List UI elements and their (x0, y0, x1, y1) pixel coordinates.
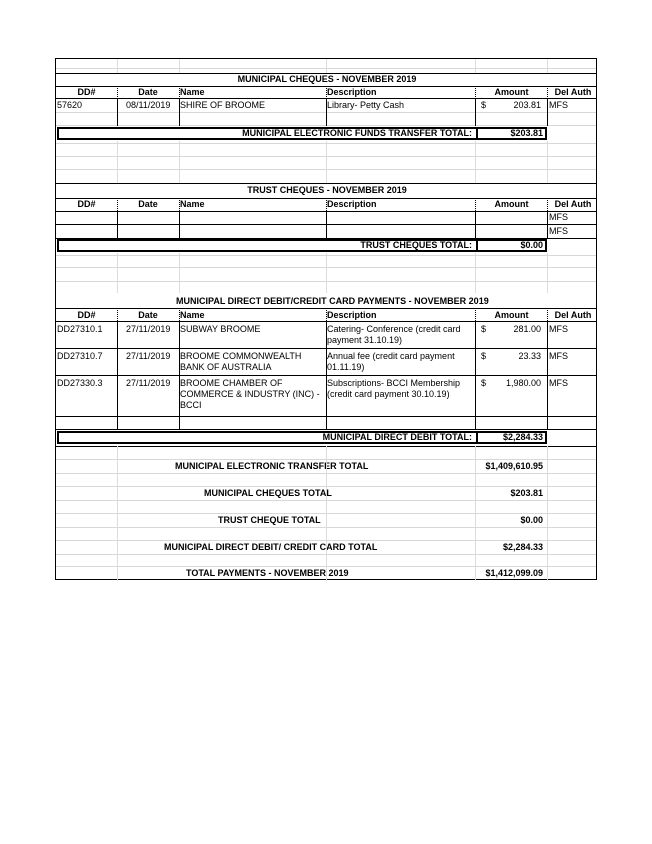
col-header-amount: Amount (494, 199, 529, 209)
col-header-name: Name (180, 87, 205, 97)
column-divider (326, 198, 327, 211)
grid-line (117, 446, 118, 581)
row-del-auth: MFS (549, 378, 568, 388)
row-currency: $ (481, 378, 487, 388)
column-divider (547, 321, 548, 429)
column-divider (117, 308, 118, 321)
grand-total-label: TOTAL PAYMENTS - NOVEMBER 2019 (186, 568, 349, 578)
row-rule (56, 429, 596, 430)
row-date: 27/11/2019 (126, 324, 171, 334)
municipal-eft-total-value: $203.81 (510, 128, 543, 138)
row-del-auth: MFS (549, 351, 568, 361)
column-divider (475, 308, 476, 321)
payments-sheet (55, 58, 597, 580)
row-currency: $ (481, 324, 487, 334)
row-del-auth: MFS (549, 324, 568, 334)
summary-value: $1,409,610.95 (485, 461, 543, 471)
column-divider (475, 321, 476, 429)
column-divider (326, 211, 327, 239)
grid-line (179, 59, 180, 73)
municipal-eft-total-label: MUNICIPAL ELECTRONIC FUNDS TRANSFER TOTAL: (242, 128, 472, 138)
row-dd: 57620 (57, 100, 83, 110)
summary-label: MUNICIPAL DIRECT DEBIT/ CREDIT CARD TOTAL (164, 542, 378, 552)
grid-line (547, 59, 548, 73)
col-header-amount: Amount (494, 87, 529, 97)
row-description: Annual fee (credit card payment 01.11.19) (327, 351, 455, 372)
col-header-date: Date (138, 87, 158, 97)
column-divider (117, 198, 118, 211)
column-divider (179, 211, 180, 239)
municipal-cheques-title: MUNICIPAL CHEQUES - NOVEMBER 2019 (237, 74, 417, 84)
row-name: BROOME CHAMBER OF COMMERCE & INDUSTRY (INC) - BCCI (180, 378, 320, 410)
col-header-dd: DD# (77, 199, 96, 209)
grid-line (475, 446, 476, 581)
grid-line (475, 141, 476, 183)
row-dd: DD27310.7 (57, 351, 103, 361)
grid-line (117, 141, 118, 183)
trust-cheques-total-value: $0.00 (520, 240, 543, 250)
direct-debit-total-label: MUNICIPAL DIRECT DEBIT TOTAL: (322, 432, 472, 442)
row-date: 08/11/2019 (126, 100, 171, 110)
section-rule (56, 183, 596, 184)
row-amount: 281.00 (513, 324, 541, 334)
direct-debit-total-value: $2,284.33 (502, 432, 543, 442)
row-currency: $ (481, 351, 487, 361)
column-divider (547, 308, 548, 321)
column-divider (117, 211, 118, 239)
summary-label: TRUST CHEQUE TOTAL (218, 515, 321, 525)
summary-value: $0.00 (520, 515, 543, 525)
row-del-auth: MFS (549, 100, 568, 110)
grid-line (326, 141, 327, 183)
grid-line (475, 59, 476, 73)
summary-label: MUNICIPAL ELECTRONIC TRANSFER TOTAL (175, 461, 369, 471)
grid-line (547, 446, 548, 581)
column-divider (475, 98, 476, 126)
row-name: SHIRE OF BROOME (180, 100, 266, 110)
summary-value: $203.81 (510, 488, 543, 498)
row-date: 27/11/2019 (126, 351, 171, 361)
summary-label: MUNICIPAL CHEQUES TOTAL (204, 488, 332, 498)
grid-line (326, 253, 327, 293)
col-header-name: Name (180, 310, 205, 320)
column-divider (475, 198, 476, 211)
column-divider (117, 98, 118, 126)
col-header-description: Description (327, 310, 377, 320)
col-header-name: Name (180, 199, 205, 209)
col-header-del-auth: Del Auth (554, 87, 592, 97)
grid-line (326, 59, 327, 73)
col-header-description: Description (327, 87, 377, 97)
trust-cheques-total-label: TRUST CHEQUES TOTAL: (360, 240, 472, 250)
row-description: Subscriptions- BCCI Membership (credit card payment 30.10.19) (327, 378, 461, 399)
col-header-date: Date (138, 310, 158, 320)
col-header-del-auth: Del Auth (554, 199, 592, 209)
column-divider (179, 308, 180, 321)
row-description: Catering- Conference (credit card payment 31.10.19) (327, 324, 461, 345)
column-divider (326, 308, 327, 321)
grid-line (117, 59, 118, 73)
col-header-date: Date (138, 199, 158, 209)
column-divider (475, 211, 476, 239)
column-divider (117, 321, 118, 429)
col-header-dd: DD# (77, 87, 96, 97)
row-amount: 203.81 (513, 100, 541, 110)
grid-line (547, 253, 548, 293)
column-divider (326, 321, 327, 429)
row-dd: DD27310.1 (57, 324, 103, 334)
grid-line (475, 253, 476, 293)
grand-total-value: $1,412,099.09 (485, 568, 543, 578)
summary-value: $2,284.33 (502, 542, 543, 552)
column-divider (547, 98, 548, 126)
column-divider (179, 198, 180, 211)
col-header-amount: Amount (494, 310, 529, 320)
grid-line (179, 253, 180, 293)
column-divider (179, 321, 180, 429)
row-amount: 1,980.00 (505, 378, 541, 388)
trust-row-del-auth: MFS (549, 212, 568, 222)
row-dd: DD27330.3 (57, 378, 103, 388)
column-divider (547, 211, 548, 239)
column-divider (326, 98, 327, 126)
trust-cheques-title: TRUST CHEQUES - NOVEMBER 2019 (247, 185, 407, 195)
column-divider (547, 198, 548, 211)
row-currency: $ (481, 100, 487, 110)
grid-line (117, 253, 118, 293)
col-header-dd: DD# (77, 310, 96, 320)
col-header-del-auth: Del Auth (554, 310, 592, 320)
row-name: BROOME COMMONWEALTH BANK OF AUSTRALIA (180, 351, 302, 372)
row-name: SUBWAY BROOME (180, 324, 261, 334)
col-header-description: Description (327, 199, 377, 209)
grid-line (179, 141, 180, 183)
direct-debit-title: MUNICIPAL DIRECT DEBIT/CREDIT CARD PAYMENTS - NOVEMBER 2019 (176, 296, 489, 306)
column-divider (179, 98, 180, 126)
row-description: Library- Petty Cash (327, 100, 405, 110)
grid-line (326, 446, 327, 581)
row-amount: 23.33 (518, 351, 541, 361)
grid-line (547, 141, 548, 183)
trust-row-del-auth: MFS (549, 226, 568, 236)
row-date: 27/11/2019 (126, 378, 171, 388)
